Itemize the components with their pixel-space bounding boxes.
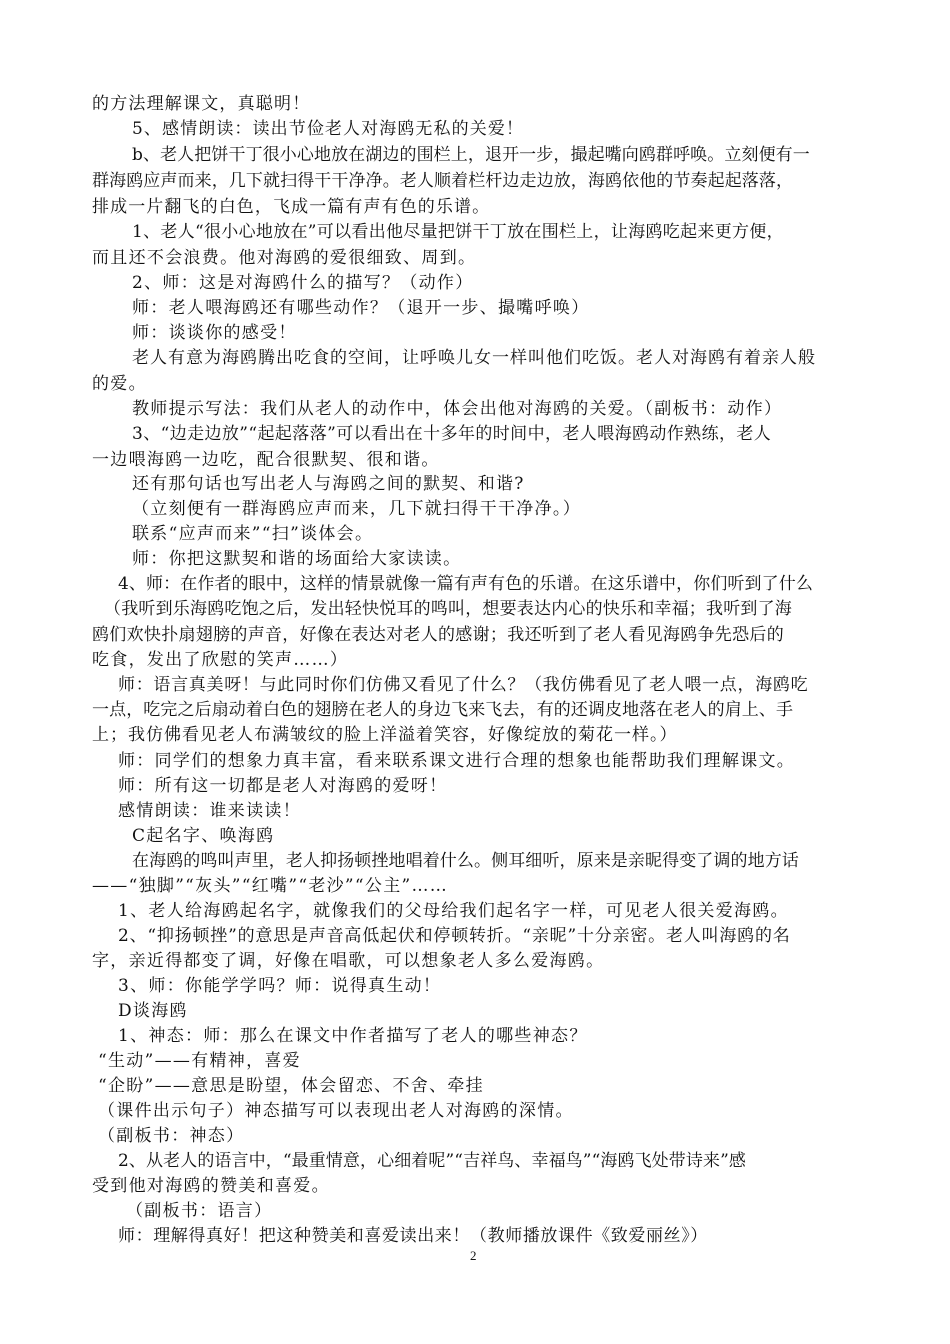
text-line: （我听到乐海鸥吃饱之后，发出轻快悦耳的鸣叫，想要表达内心的快乐和幸福；我听到了海 <box>104 599 792 619</box>
text-line: 师：所有这一切都是老人对海鸥的爱呀！ <box>118 776 448 796</box>
text-line: 1、老人“很小心地放在”可以看出他尽量把饼干丁放在围栏上，让海鸥吃起来更方便， <box>132 222 784 242</box>
text-line: 5、感情朗读：读出节俭老人对海鸥无私的关爱！ <box>132 119 525 139</box>
text-line: 2、“抑扬顿挫”的意思是声音高低起伏和停顿转折。“亲昵”十分亲密。老人叫海鸥的名 <box>118 926 791 946</box>
text-line: “生动”——有精神，喜爱 <box>98 1051 301 1071</box>
text-line: 上；我仿佛看见老人布满皱纹的脸上洋溢着笑容，好像绽放的菊花一样。） <box>92 725 678 745</box>
text-line: 鸥们欢快扑扇翅膀的声音，好像在表达对老人的感谢；我还听到了老人看见海鸥争先恐后的 <box>92 625 784 645</box>
text-line: 而且还不会浪费。他对海鸥的爱很细致、周到。 <box>92 248 477 268</box>
text-line: 一点，吃完之后扇动着白色的翅膀在老人的身边飞来飞去，有的还调皮地落在老人的肩上、手 <box>92 700 794 720</box>
text-line: 2、师：这是对海鸥什么的描写？（动作） <box>132 273 474 293</box>
text-line: 师：语言真美呀！与此同时你们仿佛又看见了什么？（我仿佛看见了老人喂一点，海鸥吃 <box>118 675 809 695</box>
text-line: 师：同学们的想象力真丰富，看来联系课文进行合理的想象也能帮助我们理解课文。 <box>118 751 796 771</box>
text-line: 教师提示写法：我们从老人的动作中，体会出他对海鸥的关爱。（副板书：动作） <box>132 399 783 419</box>
text-line: D谈海鸥 <box>118 1001 188 1021</box>
text-line: 感情朗读：谁来读读！ <box>118 801 301 821</box>
text-line: 一边喂海鸥一边吃，配合很默契、很和谐。 <box>92 450 440 470</box>
text-line: “企盼”——意思是盼望，体会留恋、不舍、牵挂 <box>98 1076 484 1096</box>
text-line: 字，亲近得都变了调，好像在唱歌，可以想象老人多么爱海鸥。 <box>92 951 605 971</box>
text-line: 师：理解得真好！把这种赞美和喜爱读出来！（教师播放课件《致爱丽丝》） <box>118 1226 708 1246</box>
text-line: 师：老人喂海鸥还有哪些动作？（退开一步、撮嘴呼唤） <box>132 298 590 318</box>
text-line: 联系“应声而来”“扫”谈体会。 <box>132 524 374 544</box>
text-line: 3、“边走边放”“起起落落”可以看出在十多年的时间中，老人喂海鸥动作熟练，老人 <box>132 424 772 444</box>
text-line: 1、神态：师：那么在课文中作者描写了老人的哪些神态？ <box>118 1026 588 1046</box>
text-line: 受到他对海鸥的赞美和喜爱。 <box>92 1176 330 1196</box>
text-line: 师：谈谈你的感受！ <box>132 323 297 343</box>
text-line: C起名字、唤海鸥 <box>132 826 275 846</box>
page-number: 2 <box>470 1248 477 1263</box>
text-line: 在海鸥的鸣叫声里，老人抑扬顿挫地唱着什么。侧耳细听，原来是亲昵得变了调的地方话 <box>132 851 799 871</box>
text-line: （副板书：语言） <box>126 1201 273 1221</box>
text-line: （立刻便有一群海鸥应声而来，几下就扫得干干净净。） <box>132 499 581 519</box>
text-line: 师：你把这默契和谐的场面给大家读读。 <box>132 549 462 569</box>
text-line: （副板书：神态） <box>98 1126 245 1146</box>
text-line: 的爱。 <box>92 374 147 394</box>
text-line: 吃食，发出了欣慰的笑声……） <box>92 650 349 670</box>
text-line: （课件出示句子）神态描写可以表现出老人对海鸥的深情。 <box>98 1101 574 1121</box>
text-line: 群海鸥应声而来，几下就扫得干干净净。老人顺着栏杆边走边放，海鸥依他的节奏起起落落， <box>92 171 794 191</box>
text-line: ——“独脚”“灰头”“红嘴”“老沙”“公主”…… <box>92 876 449 896</box>
text-line: 排成一片翻飞的白色，飞成一篇有声有色的乐谱。 <box>92 197 491 217</box>
text-line: b、老人把饼干丁很小心地放在湖边的围栏上，退开一步，撮起嘴向鸥群呼唤。立刻便有一 <box>132 145 810 165</box>
text-line: 2、从老人的语言中，“最重情意，心细着呢”“吉祥鸟、幸福鸟”“海鸥飞处带诗来”感 <box>118 1151 746 1171</box>
text-line: 1、老人给海鸥起名字，就像我们的父母给我们起名字一样，可见老人很关爱海鸥。 <box>118 901 789 921</box>
text-line: 3、师：你能学学吗？师：说得真生动！ <box>118 976 442 996</box>
text-line: 老人有意为海鸥腾出吃食的空间，让呼唤儿女一样叫他们吃饭。老人对海鸥有着亲人般 <box>132 348 816 368</box>
text-line: 的方法理解课文，真聪明！ <box>92 94 311 114</box>
text-line: 4、师：在作者的眼中，这样的情景就像一篇有声有色的乐谱。在这乐谱中，你们听到了什么 <box>118 574 813 594</box>
text-line: 还有那句话也写出老人与海鸥之间的默契、和谐? <box>132 474 525 494</box>
